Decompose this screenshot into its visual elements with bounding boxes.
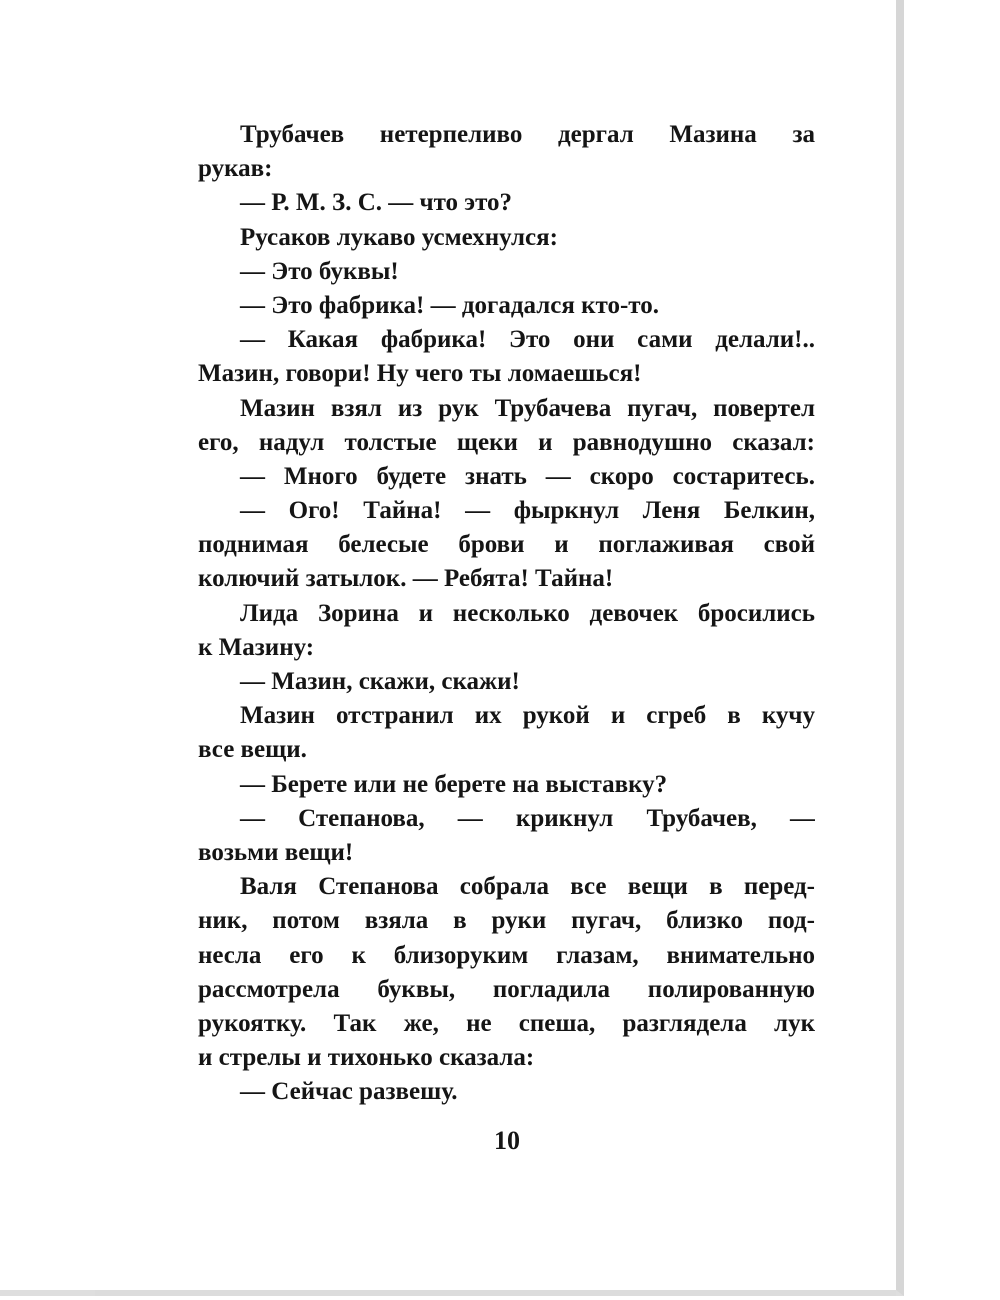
text-line: — Степанова, — крикнул Трубачев, — xyxy=(240,804,815,832)
text-line: Мазин отстранил их рукой и сгреб в кучу xyxy=(240,702,815,730)
text-line: колючий затылок. — Ребята! Тайна! xyxy=(198,565,614,593)
text-line: — Берете или не берете на выставку? xyxy=(240,770,668,798)
text-line: — Много будете знать — скоро состаритесь. xyxy=(240,462,815,490)
text-line: Мазин взял из рук Трубачева пугач, повертел xyxy=(240,394,815,422)
page-number: 10 xyxy=(494,1126,520,1155)
text-line: Мазин, говори! Ну чего ты ломаешься! xyxy=(198,360,642,388)
text-line: несла его к близоруким глазам, внимательно xyxy=(198,941,815,969)
text-line: — Ого! Тайна! — фыркнул Леня Белкин, xyxy=(240,497,815,525)
text-line: Валя Степанова собрала все вещи в перед- xyxy=(240,873,815,901)
text-line: рукоятку. Так же, не спеша, разглядела лук xyxy=(198,1009,815,1037)
text-line: — Какая фабрика! Это они сами делали!.. xyxy=(240,326,815,354)
text-line: рукав: xyxy=(198,155,273,183)
text-line: — Мазин, скажи, скажи! xyxy=(240,668,520,695)
text-line: — Это фабрика! — догадался кто-то. xyxy=(240,291,660,319)
text-line: Трубачев нетерпеливо дергал Мазина за xyxy=(240,121,815,148)
text-line: рассмотрела буквы, погладила полированную xyxy=(198,975,815,1003)
page-body-text xyxy=(198,118,815,1109)
text-line: к Мазину: xyxy=(198,633,315,661)
text-line: Русаков лукаво усмехнулся: xyxy=(240,223,558,251)
text-line: возьми вещи! xyxy=(198,838,354,866)
text-line: Лида Зорина и несколько девочек бросились xyxy=(240,599,815,627)
text-line: и стрелы и тихонько сказала: xyxy=(198,1044,535,1072)
text-line: — Р. М. З. С. — что это? xyxy=(240,189,513,217)
text-line: — Это буквы! xyxy=(240,257,399,285)
text-line: его, надул толстые щеки и равнодушно сказал: xyxy=(198,428,815,456)
text-line: все вещи. xyxy=(198,736,307,764)
text-line: поднимая белесые брови и поглаживая свой xyxy=(198,531,815,559)
text-line: ник, потом взяла в руки пугач, близко под- xyxy=(198,907,815,935)
text-line: — Сейчас развешу. xyxy=(240,1078,458,1106)
